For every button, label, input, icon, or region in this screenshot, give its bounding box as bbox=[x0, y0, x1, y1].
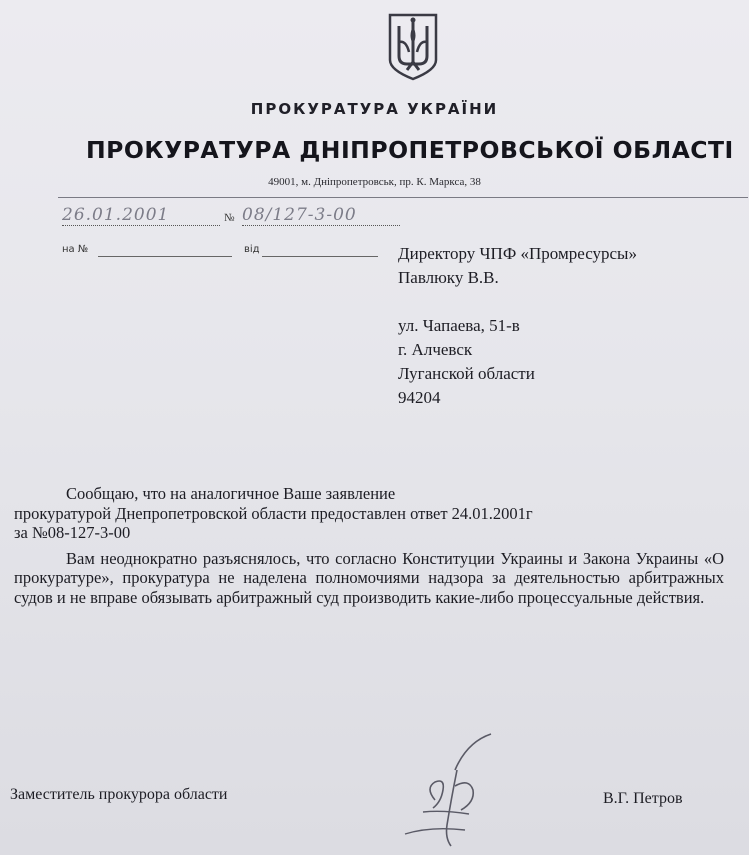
recipient-line: Директору ЧПФ «Промресурсы» bbox=[398, 244, 637, 263]
office-address: 49001, м. Дніпропетровськ, пр. К. Маркса, 38 bbox=[268, 176, 481, 188]
body-paragraph-1-line-2: прокуратурой Днепропетровской области предоставлен ответ 24.01.2001г bbox=[14, 503, 533, 523]
coat-of-arms-icon bbox=[387, 12, 439, 82]
body-paragraph-2: Вам неоднократно разъяснялось, что согласно Конституции Украины и Закона Украины «О прокуратуре», прокуратура не наделена полномочиями надзора за деятельностью арбитражных судов и не вправе обязывать арбитражный суд производить какие-либо процессуальные действия. bbox=[14, 548, 724, 607]
handwritten-signature bbox=[395, 730, 515, 850]
recipient-line: г. Алчевск bbox=[398, 340, 473, 359]
signatory-title: Заместитель прокурора области bbox=[10, 786, 228, 803]
ministry-header: ПРОКУРАТУРА УКРАЇНИ bbox=[250, 100, 499, 118]
recipient-address-block bbox=[398, 242, 637, 410]
outgoing-date-field: 26.01.2001 bbox=[62, 205, 220, 226]
outgoing-number-label: № bbox=[224, 212, 235, 224]
incoming-date-label: від bbox=[244, 244, 260, 255]
body-paragraph-1-line-3: за №08-127-3-00 bbox=[14, 523, 131, 542]
outgoing-number-field: 08/127-3-00 bbox=[242, 205, 400, 226]
recipient-line: Луганской области bbox=[398, 364, 535, 383]
recipient-line: Павлюку В.В. bbox=[398, 268, 499, 287]
incoming-date-line bbox=[262, 256, 378, 257]
recipient-line: ул. Чапаева, 51-в bbox=[398, 316, 520, 335]
letter-body bbox=[14, 484, 724, 613]
header-divider bbox=[58, 197, 748, 198]
signatory-name: В.Г. Петров bbox=[603, 790, 683, 807]
incoming-number-line bbox=[98, 256, 232, 257]
recipient-spacer bbox=[398, 290, 637, 314]
incoming-number-label: на № bbox=[62, 244, 89, 255]
body-paragraph-1-line-1: Сообщаю, что на аналогичное Ваше заявление bbox=[66, 484, 396, 503]
office-header: ПРОКУРАТУРА ДНІПРОПЕТРОВСЬКОЇ ОБЛАСТІ bbox=[86, 136, 734, 164]
recipient-line: 94204 bbox=[398, 388, 441, 407]
